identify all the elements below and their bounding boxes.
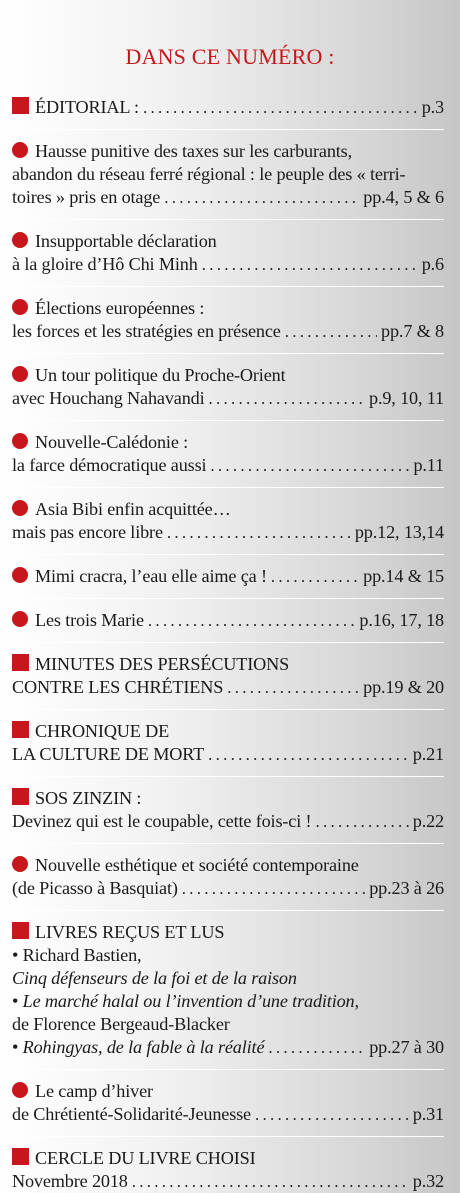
separator-line	[12, 843, 444, 844]
separator-line	[12, 776, 444, 777]
dot-leader	[202, 253, 418, 276]
toc-entry[interactable]	[12, 96, 444, 119]
toc-entry-label: de Florence Bergeaud-Blacker	[12, 1014, 230, 1034]
separator-line	[12, 910, 444, 911]
dot-leader	[132, 1170, 409, 1193]
toc-entry-line	[12, 1170, 444, 1193]
toc-entry-label: la farce démocratique aussi	[12, 455, 207, 475]
toc-entry-text	[12, 676, 223, 699]
toc-entry-text	[12, 1036, 264, 1059]
toc-entry[interactable]	[12, 230, 444, 276]
red-dot-bullet-icon	[12, 567, 28, 583]
toc-entry-line	[12, 364, 444, 387]
toc-entry-line	[12, 1103, 444, 1126]
toc-entry-label: Élections européennes :	[35, 298, 205, 318]
toc-entry-line	[12, 1080, 444, 1103]
toc-entry-label: LA CULTURE DE MORT	[12, 744, 205, 764]
toc-entry-line	[12, 565, 444, 588]
toc-entry-label: •	[12, 1037, 23, 1057]
toc-entry[interactable]	[12, 787, 444, 833]
toc-entry-label: Nouvelle esthétique et société contemporaine	[35, 855, 359, 875]
toc-entry-label: mais pas encore libre	[12, 522, 163, 542]
toc-entry-label: abandon du réseau ferré régional : le peuple des « terri-	[12, 164, 406, 184]
toc-entry[interactable]	[12, 565, 444, 588]
toc-entry[interactable]	[12, 921, 444, 1059]
toc-entry-label: ÉDITORIAL :	[35, 97, 139, 117]
dot-leader	[164, 186, 359, 209]
toc-entry-line	[12, 609, 444, 632]
separator-line	[12, 129, 444, 130]
dot-leader	[208, 743, 409, 766]
toc-entry-line	[12, 498, 444, 521]
toc-entry-line	[12, 253, 444, 276]
separator-line	[12, 420, 444, 421]
toc-entry-label: de Chrétienté-Solidarité-Jeunesse	[12, 1104, 251, 1124]
separator-line	[12, 487, 444, 488]
toc-entry-line	[12, 877, 444, 900]
dot-leader	[271, 565, 359, 588]
separator-line	[12, 353, 444, 354]
toc-entry-text	[12, 653, 289, 676]
toc-entry[interactable]	[12, 297, 444, 343]
toc-title: DANS CE NUMÉRO :	[125, 44, 335, 69]
toc-entry-text	[12, 609, 144, 632]
red-dot-bullet-icon	[12, 856, 28, 872]
toc-entry-label: •	[12, 991, 23, 1011]
toc-entry-text	[12, 944, 141, 967]
toc-entry-label: Les trois Marie	[35, 610, 144, 630]
separator-line	[12, 642, 444, 643]
page-number: pp.12, 13,14	[354, 522, 444, 542]
page-number: pp.7 & 8	[381, 321, 444, 341]
dot-leader	[182, 877, 365, 900]
toc-entry-label: LIVRES REÇUS ET LUS	[35, 922, 225, 942]
toc-entry-line	[12, 521, 444, 544]
dot-leader	[143, 96, 418, 119]
red-dot-bullet-icon	[12, 433, 28, 449]
page-number: pp.23 à 26	[369, 878, 444, 898]
toc-entry-text	[12, 1103, 251, 1126]
red-square-bullet-icon	[12, 922, 29, 939]
toc-entry-text	[12, 921, 224, 944]
toc-entry-label: les forces et les stratégies en présence	[12, 321, 281, 341]
toc-entry-line	[12, 990, 444, 1013]
toc-entry-line	[12, 163, 444, 186]
dot-leader	[315, 810, 408, 833]
toc-entry-label: • Richard Bastien,	[12, 945, 142, 965]
toc-entry-text	[12, 1147, 256, 1170]
toc-entry-label-italic: Rohingyas, de la fable à la réalité	[22, 1037, 265, 1057]
separator-line	[12, 219, 444, 220]
toc-entry-text	[12, 1080, 153, 1103]
toc-entry-text	[12, 163, 405, 186]
page-number: p.22	[412, 811, 444, 831]
toc-entry-label: Novembre 2018	[12, 1171, 128, 1191]
toc-entry-text	[12, 297, 204, 320]
red-square-bullet-icon	[12, 1148, 29, 1165]
toc-entry-line	[12, 320, 444, 343]
toc-entry-text	[12, 186, 160, 209]
toc-entry-text	[12, 521, 163, 544]
toc-entry-line	[12, 297, 444, 320]
separator-line	[12, 286, 444, 287]
dot-leader	[148, 609, 356, 632]
red-dot-bullet-icon	[12, 611, 28, 627]
toc-entry-line	[12, 743, 444, 766]
dot-leader	[255, 1103, 409, 1126]
page-number: p.21	[412, 744, 444, 764]
red-dot-bullet-icon	[12, 1082, 28, 1098]
toc-entry-text	[12, 454, 206, 477]
toc-entry-text	[12, 364, 285, 387]
toc-entry-label: Mimi cracra, l’eau elle aime ça !	[35, 566, 267, 586]
toc-entry-text	[12, 253, 198, 276]
red-square-bullet-icon	[12, 788, 29, 805]
toc-entry[interactable]	[12, 854, 444, 900]
toc-entry-line	[12, 387, 444, 410]
toc-entry-line	[12, 921, 444, 944]
toc-entry-line	[12, 676, 444, 699]
toc-entry-text	[12, 387, 204, 410]
toc-entry-label: toires » pris en otage	[12, 187, 161, 207]
separator-line	[12, 554, 444, 555]
toc-entry-label: Cinq défenseurs de la foi et de la raison	[12, 968, 297, 988]
dot-leader	[227, 676, 359, 699]
red-dot-bullet-icon	[12, 299, 28, 315]
toc-entry-label: avec Houchang Nahavandi	[12, 388, 205, 408]
toc-entry[interactable]	[12, 609, 444, 632]
toc-entry-label: Hausse punitive des taxes sur les carburants,	[35, 141, 353, 161]
separator-line	[12, 598, 444, 599]
toc-entry-text	[12, 230, 217, 253]
separator-line	[12, 1069, 444, 1070]
toc-entry-label: Un tour politique du Proche-Orient	[35, 365, 286, 385]
separator-line	[12, 1136, 444, 1137]
toc-entry-label: CERCLE DU LIVRE CHOISI	[35, 1148, 256, 1168]
toc-entry[interactable]	[12, 498, 444, 544]
separator-line	[12, 709, 444, 710]
toc-entry-text	[12, 854, 359, 877]
toc-entry[interactable]	[12, 1080, 444, 1126]
toc-entry-text	[12, 565, 267, 588]
toc-entry-label: CHRONIQUE DE	[35, 721, 170, 741]
toc-entry-line	[12, 1036, 444, 1059]
toc-entry-text	[12, 877, 178, 900]
toc-entry-label: SOS ZINZIN :	[35, 788, 142, 808]
toc-entry-line	[12, 140, 444, 163]
dot-leader	[210, 454, 409, 477]
toc-entry-label: CONTRE LES CHRÉTIENS	[12, 677, 224, 697]
toc-entry-line	[12, 967, 444, 990]
page-number: p.31	[412, 1104, 444, 1124]
page-number: pp.4, 5 & 6	[363, 187, 444, 207]
toc-entry[interactable]	[12, 140, 444, 209]
toc-entry[interactable]	[12, 720, 444, 766]
toc-entry-line	[12, 1013, 444, 1036]
page-number: p.32	[412, 1171, 444, 1191]
red-dot-bullet-icon	[12, 366, 28, 382]
toc-entry-text	[12, 1170, 128, 1193]
red-square-bullet-icon	[12, 721, 29, 738]
toc-entry-label: à la gloire d’Hô Chi Minh	[12, 254, 198, 274]
page-number: p.11	[413, 455, 444, 475]
page-number: pp.27 à 30	[369, 1037, 444, 1057]
toc-entry-line	[12, 96, 444, 119]
toc-entry-text	[12, 810, 311, 833]
toc-entry-text	[12, 498, 231, 521]
toc-entry-text	[12, 96, 139, 119]
red-dot-bullet-icon	[12, 500, 28, 516]
toc-entry-label: (de Picasso à Basquiat)	[12, 878, 178, 898]
toc-entry[interactable]	[12, 1147, 444, 1193]
toc-entry-label: Nouvelle-Calédonie :	[35, 432, 189, 452]
page-number: pp.19 & 20	[363, 677, 444, 697]
toc-entry-line	[12, 186, 444, 209]
dot-leader	[285, 320, 377, 343]
toc-entry-label: Insupportable déclaration	[35, 231, 217, 251]
toc-entry-text	[12, 743, 204, 766]
red-dot-bullet-icon	[12, 232, 28, 248]
dot-leader	[208, 387, 365, 410]
dot-leader	[167, 521, 351, 544]
toc-entry-line	[12, 230, 444, 253]
toc-entry-text	[12, 140, 352, 163]
page-number: p.16, 17, 18	[359, 610, 444, 630]
toc-entry-text	[12, 990, 359, 1013]
toc-entry-line	[12, 854, 444, 877]
toc-entry-text	[12, 1013, 230, 1036]
toc-entry-line	[12, 454, 444, 477]
page-number: p.6	[421, 254, 444, 274]
dot-leader	[268, 1036, 365, 1059]
toc-entry[interactable]	[12, 364, 444, 410]
toc-entry-line	[12, 1147, 444, 1170]
toc-entry-text	[12, 787, 141, 810]
red-dot-bullet-icon	[12, 142, 28, 158]
toc-entry[interactable]	[12, 653, 444, 699]
toc-entry-line	[12, 944, 444, 967]
toc-entry-text	[12, 720, 169, 743]
toc-entry-label: Asia Bibi enfin acquittée…	[35, 499, 231, 519]
page-number: p.9, 10, 11	[369, 388, 444, 408]
toc-entry-text	[12, 967, 297, 990]
toc-entry-line	[12, 810, 444, 833]
toc-entry-line	[12, 431, 444, 454]
toc-entry-label-italic: Le marché halal ou l’invention d’une tradition,	[22, 991, 359, 1011]
page-number: pp.14 & 15	[363, 566, 444, 586]
toc-entry-label: Le camp d’hiver	[35, 1081, 153, 1101]
red-square-bullet-icon	[12, 654, 29, 671]
page-number: p.3	[421, 97, 444, 117]
red-square-bullet-icon	[12, 97, 29, 114]
toc-entry-line	[12, 787, 444, 810]
toc-entry-line	[12, 720, 444, 743]
toc-entry-label: Devinez qui est le coupable, cette fois-ci !	[12, 811, 312, 831]
toc-entry-text	[12, 431, 188, 454]
toc-entry-text	[12, 320, 281, 343]
toc-entry-label: MINUTES DES PERSÉCUTIONS	[35, 654, 290, 674]
toc-entry-line	[12, 653, 444, 676]
toc-entry[interactable]	[12, 431, 444, 477]
